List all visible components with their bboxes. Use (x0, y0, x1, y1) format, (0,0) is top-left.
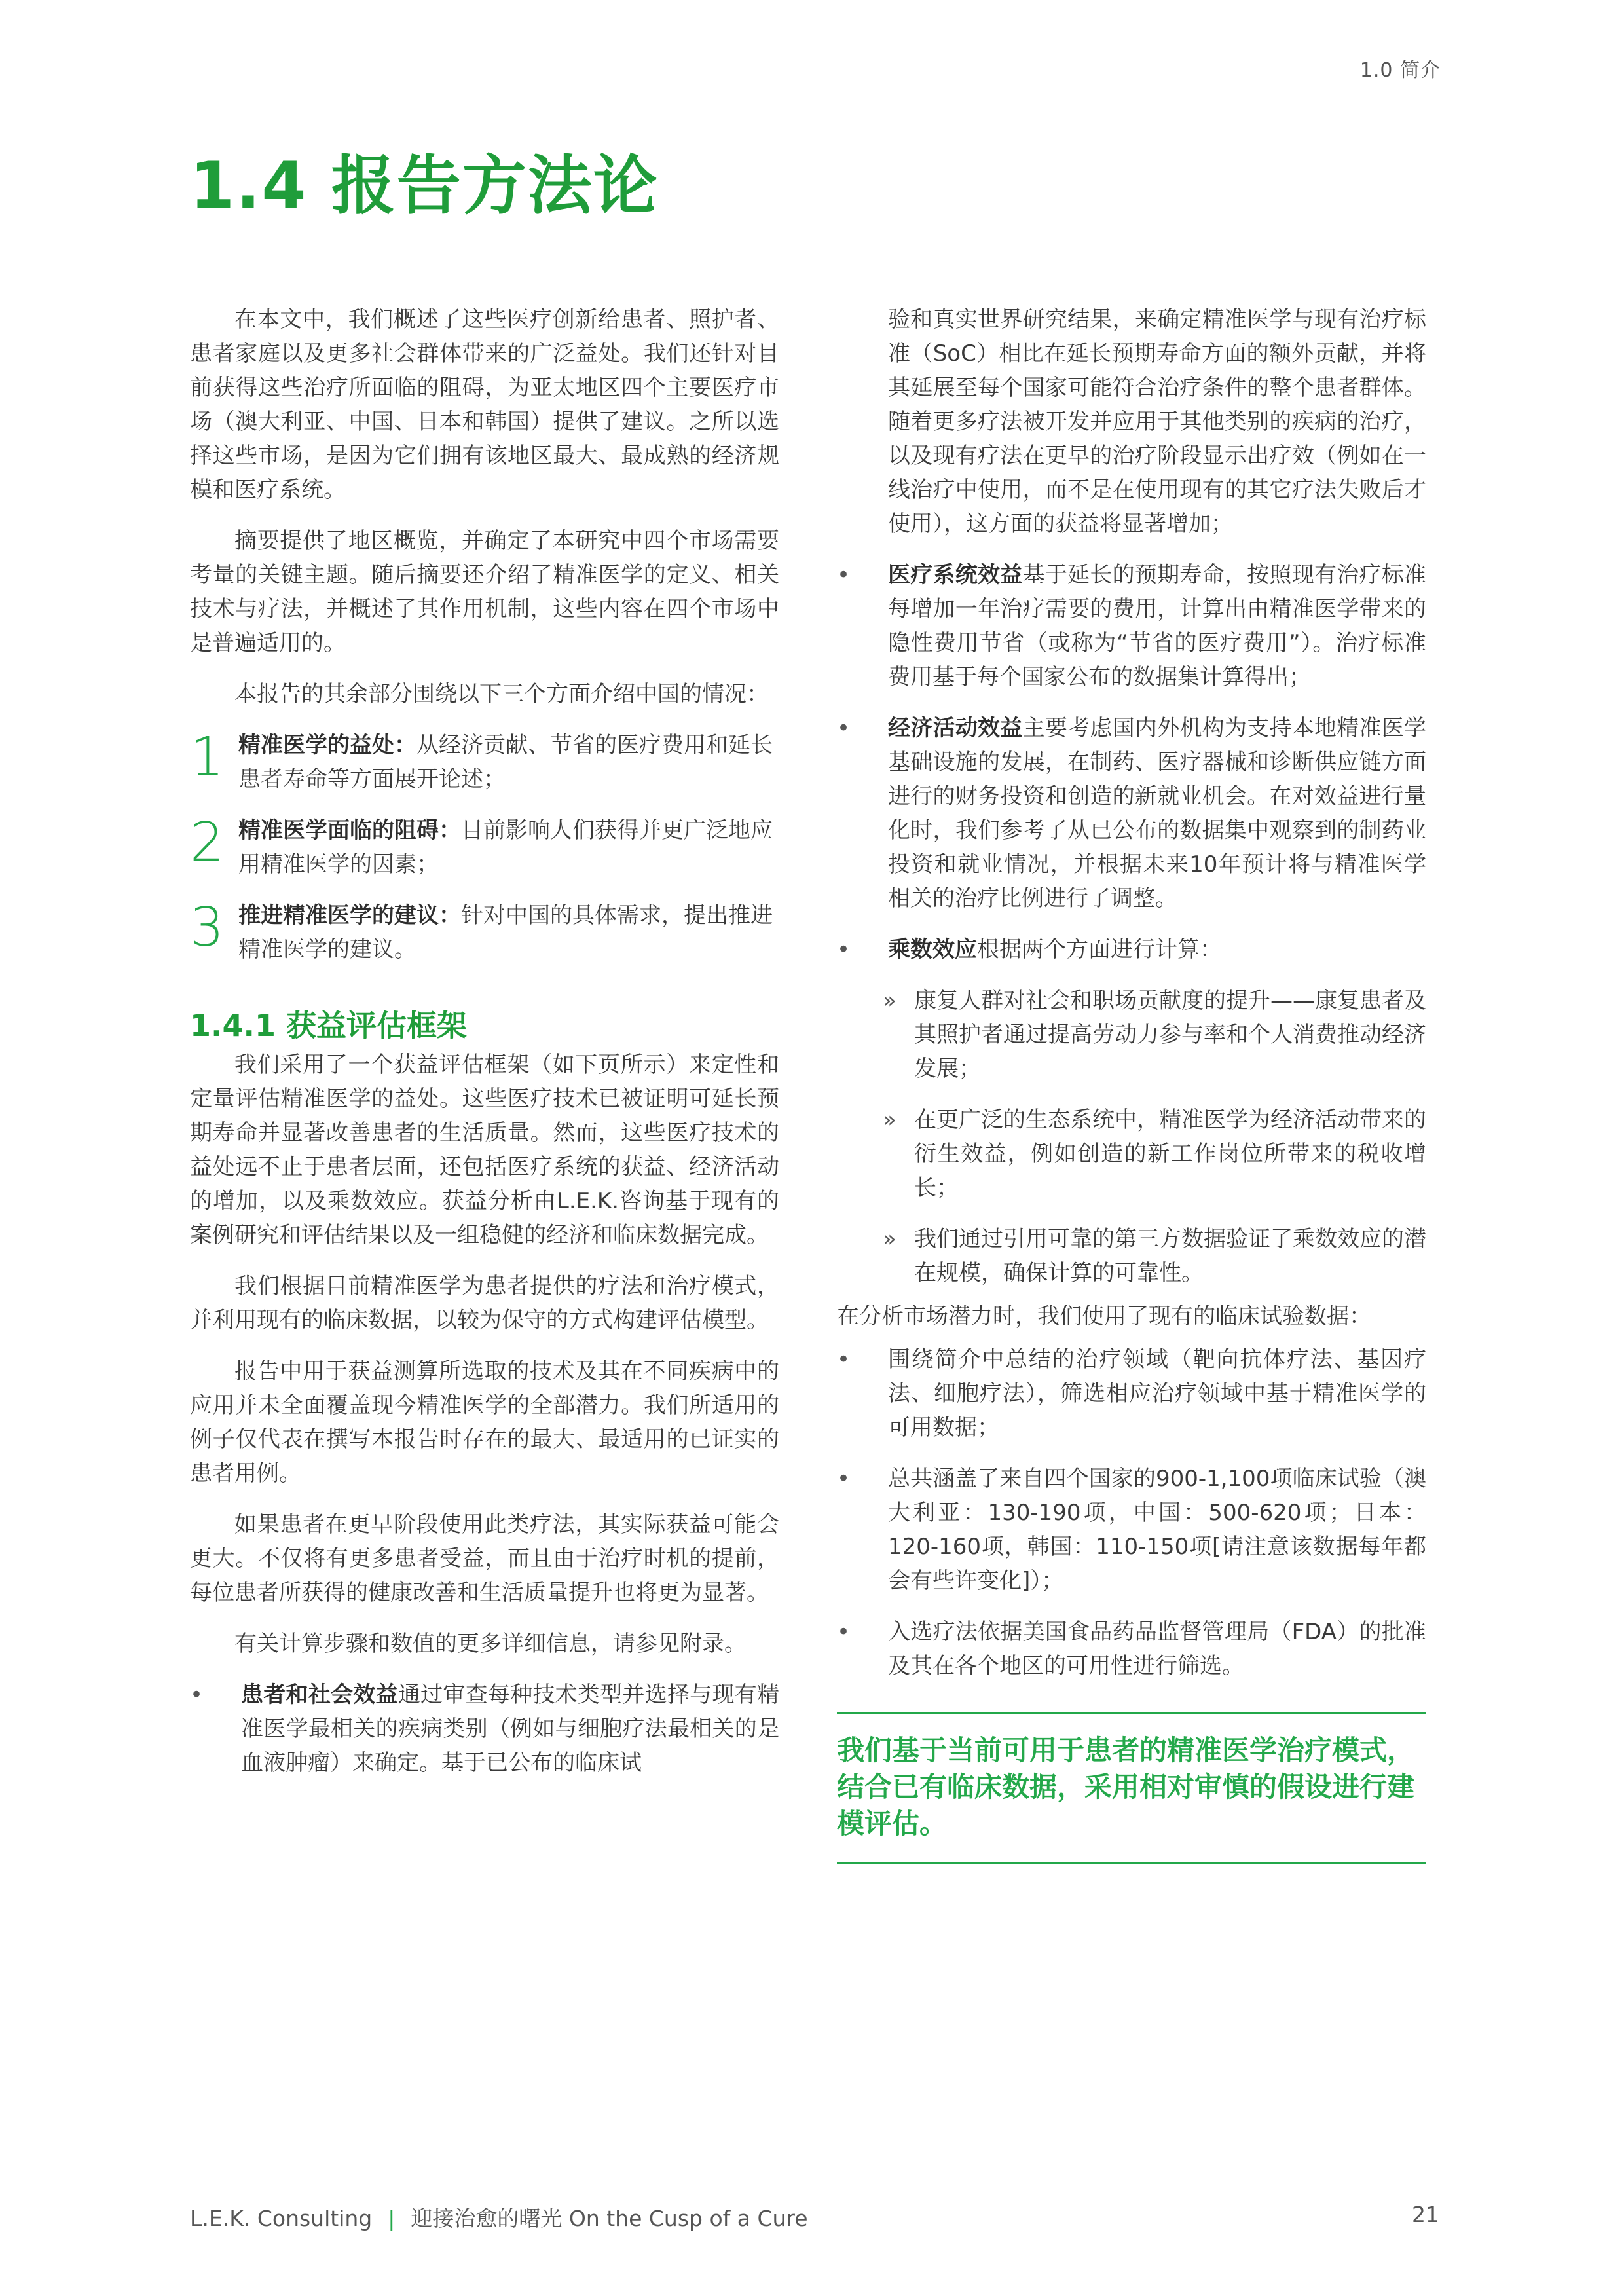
bullet-item (837, 1342, 1426, 1445)
numbered-item (190, 898, 779, 967)
item-text: 目前影响人们获得并更广泛地应用精准医学的因素； (238, 817, 773, 878)
page-title: 1.4 报告方法论 (190, 149, 659, 223)
paragraph-model: 我们根据目前精准医学为患者提供的疗法和治疗模式，并利用现有的临床数据，以较为保守的方式构建评估模型。 (190, 1273, 779, 1333)
sub-bullet-marker: » (883, 1107, 896, 1133)
bullet-text: 总共涵盖了来自四个国家的900-1,100项临床试验（澳大利亚：130-190项，中国：500-620项；日本：120-160项，韩国：110-150项[请注意该数据每年都会有些许变化]）； (888, 1466, 1426, 1594)
bullet-marker: • (837, 562, 851, 588)
bullet-text: 基于延长的预期寿命，按照现有治疗标准每增加一年治疗需要的费用，计算出由精准医学带来的隐性费用节省（或称为“节省的医疗费用”）。治疗标准费用基于每个国家公布的数据集计算得出； (888, 562, 1427, 690)
sub-bullet-text: 康复人群对社会和职场贡献度的提升——康复患者及其照护者通过提高劳动力参与率和个人消费推动经济发展； (914, 988, 1426, 1082)
item-text: 针对中国的具体需求，提出推进精准医学的建议。 (238, 902, 773, 963)
item-heading: 精准医学面临的阻碍： (238, 817, 461, 843)
bullet-item (837, 1615, 1426, 1683)
paragraph-appendix: 有关计算步骤和数值的更多详细信息，请参见附录。 (234, 1631, 747, 1657)
numbered-item (190, 728, 779, 796)
paragraph-intro: 在本文中，我们概述了这些医疗创新给患者、照护者、患者家庭以及更多社会群体带来的广泛益处。我们还针对目前获得这些治疗所面临的阻碍，为亚太地区四个主要医疗市场（澳大利亚、中国、日本和韩国）提供了建议。之所以选择这些市场，是因为它们拥有该地区最大、最成熟的经济规模和医疗系统。 (190, 306, 779, 503)
callout-quote: 我们基于当前可用于患者的精准医学治疗模式，结合已有临床数据，采用相对审慎的假设进行建模评估。 (837, 1712, 1426, 1864)
item-heading: 精准医学的益处： (238, 732, 416, 758)
bullet-heading: 医疗系统效益 (888, 562, 1023, 588)
bullet-item (837, 711, 1426, 916)
bullet-marker: • (837, 936, 851, 963)
footer-report-title: 迎接治愈的曙光 On the Cusp of a Cure (411, 2206, 808, 2231)
bullet-marker: • (837, 1619, 851, 1645)
sub-bullet-marker: » (883, 988, 896, 1014)
item-heading: 推进精准医学的建议： (238, 902, 461, 929)
bullet-item (837, 558, 1426, 694)
item-number: 3 (190, 897, 225, 959)
footer (190, 2202, 808, 2232)
bullet-continuation: 验和真实世界研究结果，来确定精准医学与现有治疗标准（SoC）相比在延长预期寿命方面的额外贡献，并将其延展至每个国家可能符合治疗条件的整个患者群体。随着更多疗法被开发并应用于其他类别的疾病的治疗，以及现有疗法在更早的治疗阶段显示出疗效（例如在一线治疗中使用，而不是在使用现有的其它疗法失败后才使用），这方面的获益将显著增加； (888, 306, 1426, 537)
bullet-heading: 乘数效应 (888, 936, 977, 963)
bullet-marker: • (190, 1682, 204, 1708)
footer-company: L.E.K. Consulting (190, 2206, 373, 2231)
bullet-heading: 患者和社会效益 (241, 1682, 398, 1708)
sub-bullet-text: 在更广泛的生态系统中，精准医学为经济活动带来的衍生效益，例如创造的新工作岗位所带来的税收增长； (914, 1107, 1426, 1201)
footer-separator: | (388, 2206, 396, 2231)
bullet-heading: 经济活动效益 (888, 715, 1023, 741)
sub-bullet-item (883, 984, 1426, 1086)
page-number: 21 (1412, 2202, 1439, 2227)
section-label: 1.0 简介 (1359, 59, 1441, 82)
paragraph-early-use: 如果患者在更早阶段使用此类疗法，其实际获益可能会更大。不仅将有更多患者受益，而且由于治疗时机的提前，每位患者所获得的健康改善和生活质量提升也将更为显著。 (190, 1511, 779, 1606)
bullet-item (837, 933, 1426, 967)
paragraph-scope: 报告中用于获益测算所选取的技术及其在不同疾病中的应用并未全面覆盖现今精准医学的全部潜力。我们所适用的例子仅代表在撰写本报告时存在的最大、最适用的已证实的患者用例。 (190, 1358, 779, 1487)
bullet-text: 通过审查每种技术类型并选择与现有精准医学最相关的疾病类别（例如与细胞疗法最相关的是血液肿瘤）来确定。基于已公布的临床试 (241, 1682, 780, 1776)
bullet-item (190, 1678, 779, 1780)
bullet-text: 根据两个方面进行计算： (977, 936, 1222, 963)
bullet-marker: • (837, 715, 851, 741)
paragraph-summary: 摘要提供了地区概览，并确定了本研究中四个市场需要考量的关键主题。随后摘要还介绍了精准医学的定义、相关技术与疗法，并概述了其作用机制，这些内容在四个市场中是普遍适用的。 (190, 528, 779, 656)
item-text: 从经济贡献、节省的医疗费用和延长患者寿命等方面展开论述； (238, 732, 773, 792)
paragraph-outline: 本报告的其余部分围绕以下三个方面介绍中国的情况： (234, 681, 769, 707)
bullet-marker: • (837, 1466, 851, 1492)
subsection-heading: 1.4.1 获益评估框架 (190, 1008, 467, 1043)
right-column (837, 303, 1426, 1864)
sub-bullet-item (883, 1222, 1426, 1290)
sub-bullet-marker: » (883, 1226, 896, 1252)
bullet-text: 主要考虑国内外机构为支持本地精准医学基础设施的发展，在制药、医疗器械和诊断供应链方面进行的财务投资和创造的新就业机会。在对效益进行量化时，我们参考了从已公布的数据集中观察到的制药业投资和就业情况，并根据未来10年预计将与精准医学相关的治疗比例进行了调整。 (888, 715, 1427, 912)
paragraph-framework: 我们采用了一个获益评估框架（如下页所示）来定性和定量评估精准医学的益处。这些医疗技术已被证明可延长预期寿命并显著改善患者的生活质量。然而，这些医疗技术的益处远不止于患者层面，还包括医疗系统的获益、经济活动的增加，以及乘数效应。获益分析由L.E.K.咨询基于现有的案例研究和评估结果以及一组稳健的经济和临床数据完成。 (190, 1052, 779, 1248)
numbered-item (190, 813, 779, 881)
left-column (190, 303, 779, 1780)
bullet-text: 围绕简介中总结的治疗领域（靶向抗体疗法、基因疗法、细胞疗法），筛选相应治疗领域中基于精准医学的可用数据； (888, 1346, 1426, 1441)
sub-bullet-item (883, 1103, 1426, 1205)
trial-intro: 在分析市场潜力时，我们使用了现有的临床试验数据： (837, 1303, 1371, 1329)
bullet-marker: • (837, 1346, 851, 1373)
item-number: 1 (190, 726, 225, 788)
bullet-text: 入选疗法依据美国食品药品监督管理局（FDA）的批准及其在各个地区的可用性进行筛选。 (888, 1619, 1426, 1679)
bullet-item (837, 1462, 1426, 1598)
item-number: 2 (190, 811, 225, 874)
sub-bullet-text: 我们通过引用可靠的第三方数据验证了乘数效应的潜在规模，确保计算的可靠性。 (914, 1226, 1426, 1286)
